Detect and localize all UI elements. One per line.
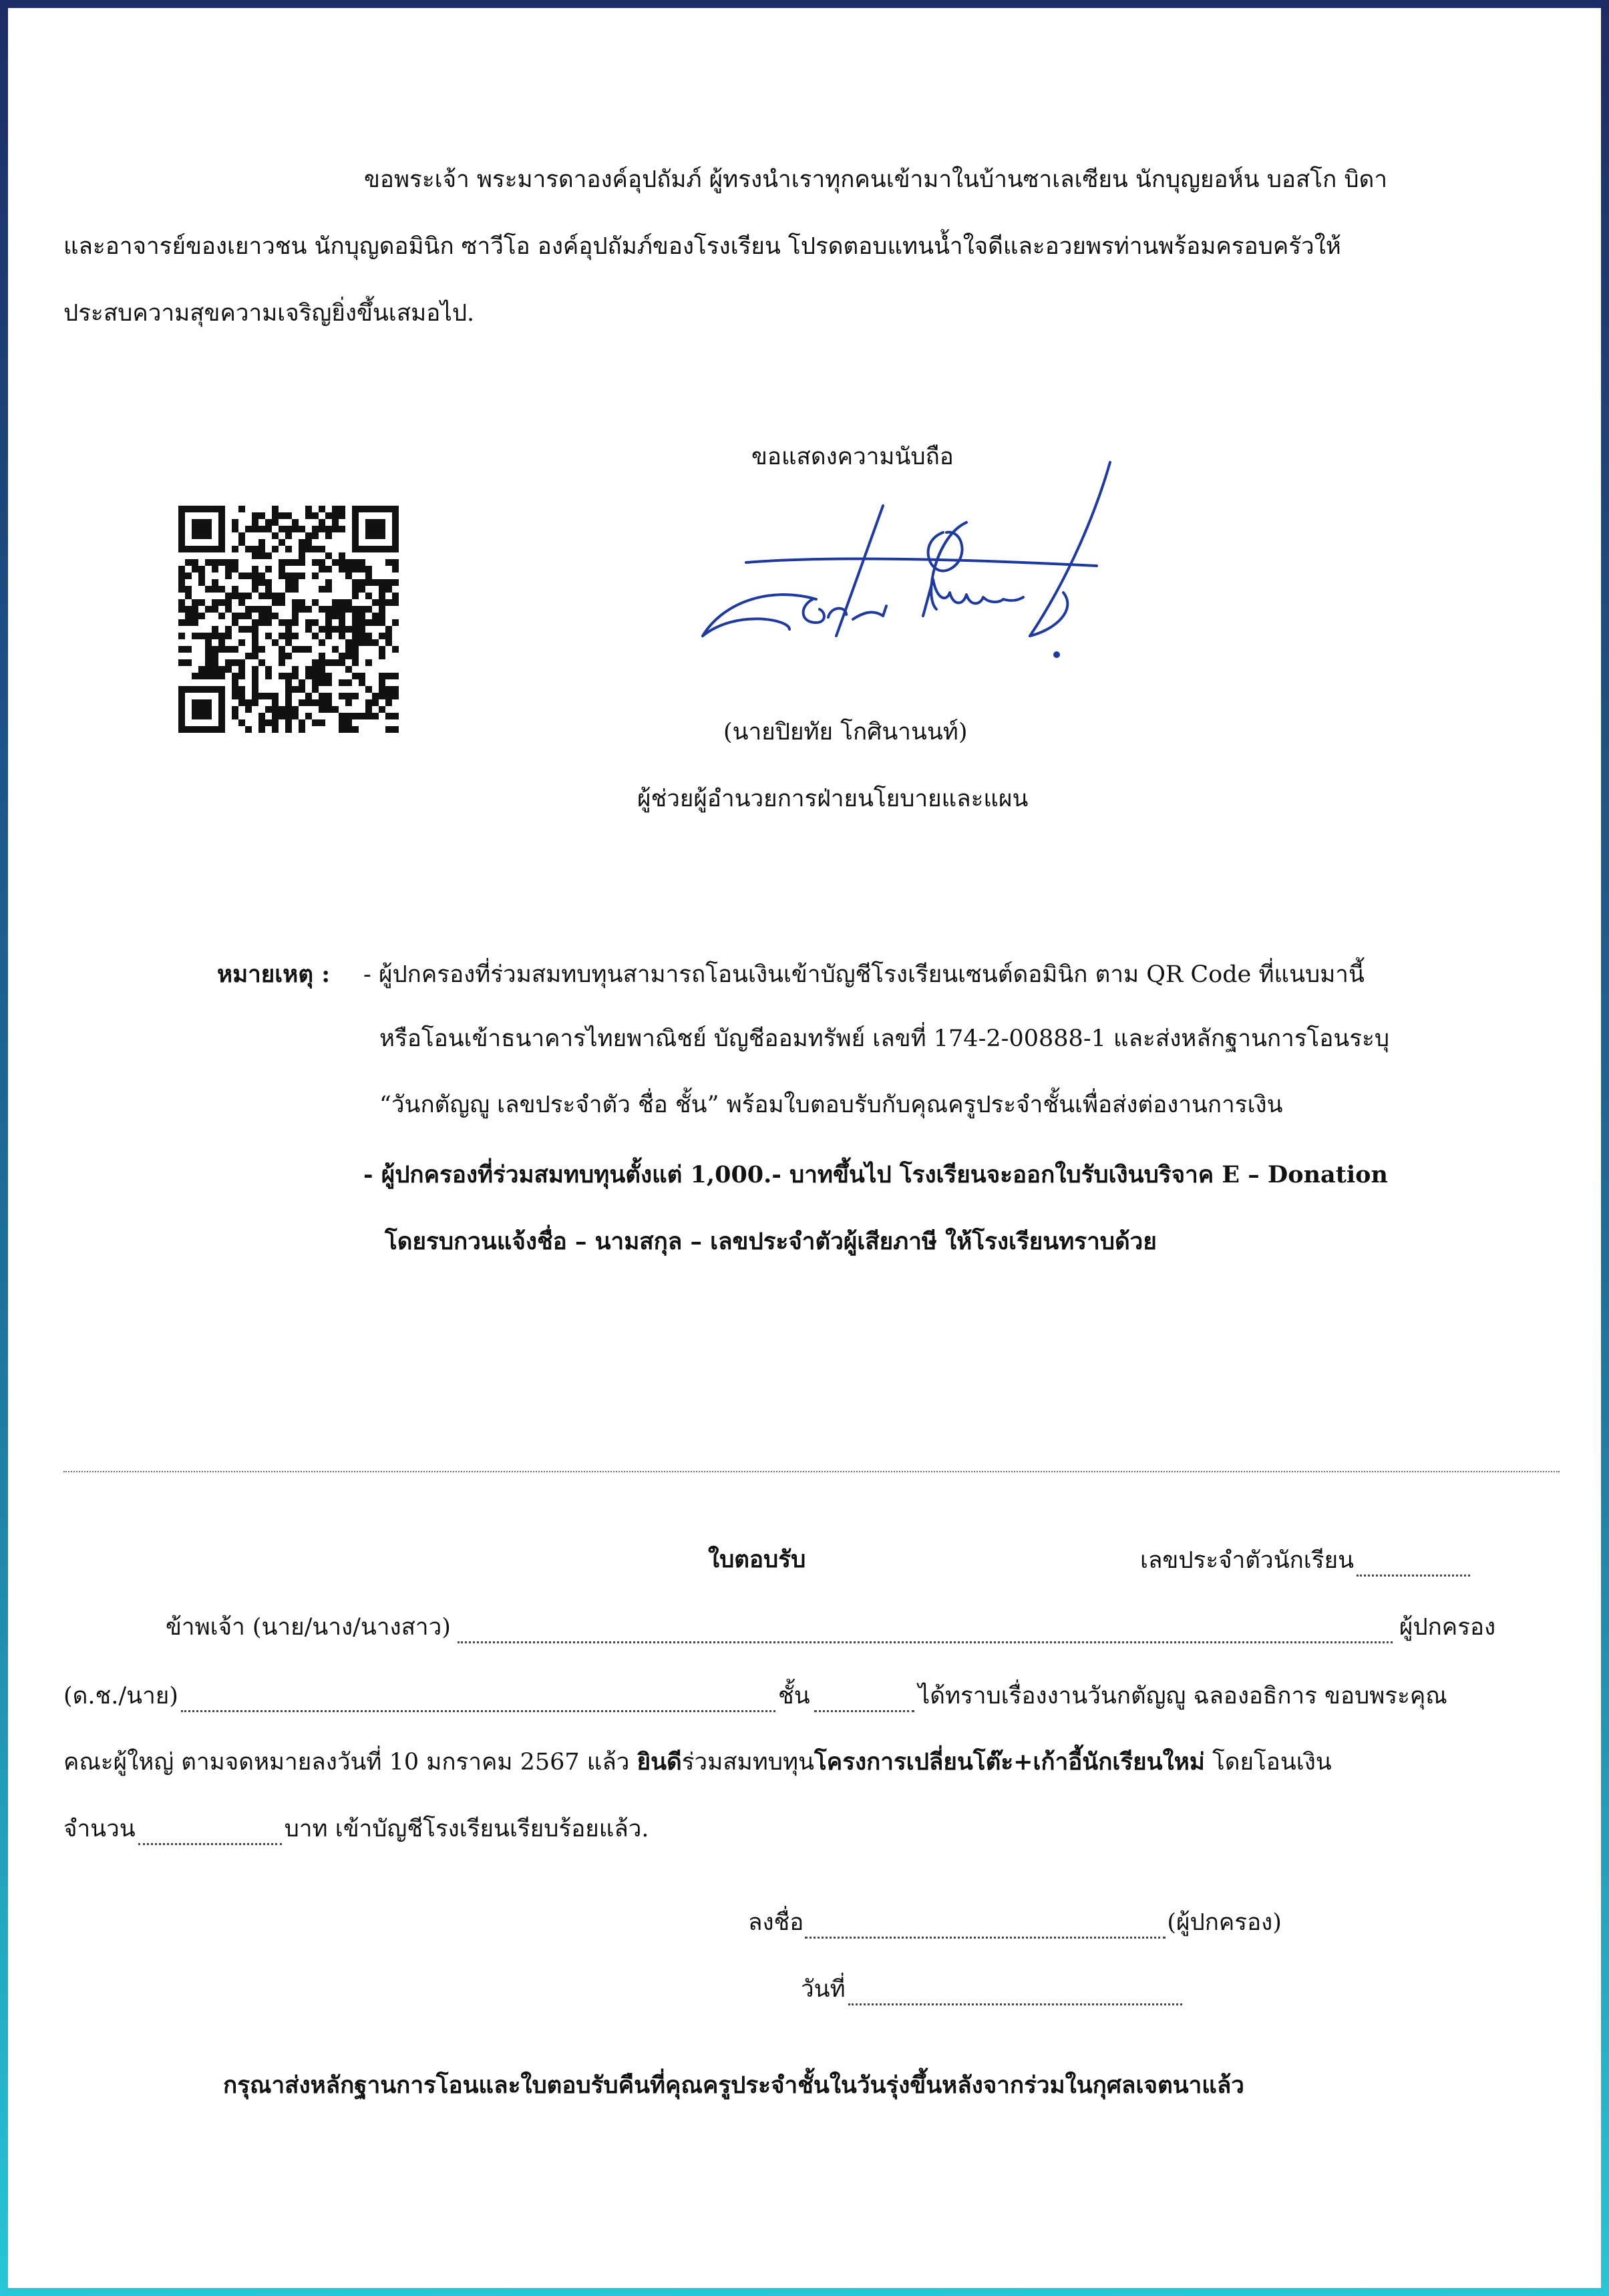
amount-label: จำนวน: [63, 1816, 136, 1842]
signature-mark: [683, 442, 1177, 676]
parent-name-field[interactable]: [458, 1619, 1393, 1643]
date-field[interactable]: [848, 1981, 1182, 2005]
return-instruction: กรุณาส่งหลักฐานการโอนและใบตอบรับคืนที่คุณครูประจำชั้นในวันรุ่งขึ้นหลังจากร่วมในกุศลเจตนาแล้ว: [223, 2072, 1244, 2099]
student-id-field[interactable]: [1357, 1552, 1470, 1577]
note-bullet-2-line-2: โดยรบกวนแจ้งชื่อ – นามสกุล – เลขประจำตัวผู้เสียภาษี ให้โรงเรียนทราบด้วย: [385, 1228, 1157, 1255]
parent-suffix-label: ผู้ปกครอง: [1399, 1614, 1496, 1641]
form-line-2: [63, 1680, 1447, 1712]
parent-title-label: ข้าพเจ้า (นาย/นาง/นางสาว): [166, 1614, 451, 1641]
reply-form-title: ใบตอบรับ: [708, 1546, 806, 1573]
date-row: [801, 1973, 1182, 2005]
cut-line: [63, 1471, 1560, 1472]
letter-date-text: คณะผู้ใหญ่ ตามจดหมายลงวันที่ 10 มกราคม 2567 แล้ว: [63, 1749, 637, 1776]
contribute-text: ร่วมสมทบทุน: [681, 1749, 814, 1776]
parent-signature-field[interactable]: [805, 1914, 1166, 1939]
letter-paragraph-line-2: และอาจารย์ของเยาวชน นักบุญดอมินิก ซาวีโอ องค์อุปถัมภ์ของโรงเรียน โปรดตอบแทนน้ำใจดีและอวยพรท่านพร้อมครอบครัวให้: [63, 233, 1341, 260]
closing-phrase: ขอแสดงความนับถือ: [751, 444, 954, 470]
amount-field[interactable]: [138, 1820, 282, 1845]
qr-code-icon: [178, 506, 399, 733]
form-line-3: [63, 1746, 1332, 1778]
date-label: วันที่: [801, 1976, 846, 2003]
sign-suffix: (ผู้ปกครอง): [1167, 1909, 1282, 1936]
note-bullet-1-line-1: - ผู้ปกครองที่ร่วมสมทบทุนสามารถโอนเงินเข้าบัญชีโรงเรียนเซนต์ดอมินิก ตาม QR Code ที่แนบมานี้: [363, 961, 1365, 988]
note-bullet-2-line-1: - ผู้ปกครองที่ร่วมสมทบทุนตั้งแต่ 1,000.- บาทขึ้นไป โรงเรียนจะออกใบรับเงินบริจาค E – Donation: [363, 1161, 1388, 1188]
signer-name: (นายปิยทัย โกศินานนท์): [723, 719, 968, 746]
student-id-row: [1140, 1544, 1470, 1577]
letter-paragraph-line-1: ขอพระเจ้า พระมารดาองค์อุปถัมภ์ ผู้ทรงนำเราทุกคนเข้ามาในบ้านซาเลเซียน นักบุญยอห์น บอสโก บิดา: [364, 166, 1388, 193]
amount-suffix: บาท เข้าบัญชีโรงเรียนเรียบร้อยแล้ว.: [284, 1816, 649, 1842]
student-title-label: (ด.ช./นาย): [63, 1683, 178, 1709]
sign-label: ลงชื่อ: [748, 1909, 804, 1936]
student-name-field[interactable]: [181, 1687, 775, 1712]
acknowledge-text: ได้ทราบเรื่องงานวันกตัญญู ฉลองอธิการ ขอบพระคุณ: [918, 1683, 1447, 1709]
student-id-label: เลขประจำตัวนักเรียน: [1140, 1547, 1355, 1574]
form-line-1: [166, 1611, 1495, 1643]
note-label: หมายเหตุ :: [217, 961, 331, 988]
note-bullet-1-line-2: หรือโอนเข้าธนาคารไทยพาณิชย์ บัญชีออมทรัพย์ เลขที่ 174-2-00888-1 และส่งหลักฐานการโอนระบุ: [379, 1025, 1390, 1052]
class-field[interactable]: [814, 1687, 914, 1712]
project-name: โครงการเปลี่ยนโต๊ะ+เก้าอี้นักเรียนใหม่: [814, 1748, 1205, 1776]
letter-page: [8, 8, 1601, 2288]
signer-title: ผู้ช่วยผู้อำนวยการฝ่ายนโยบายและแผน: [637, 786, 1029, 812]
willing-text: ยินดี: [637, 1748, 682, 1776]
form-line-4: [63, 1813, 649, 1845]
sign-row: [748, 1907, 1282, 1939]
transfer-text: โดยโอนเงิน: [1204, 1749, 1332, 1776]
note-bullet-1-line-3: “วันกตัญญู เลขประจำตัว ชื่อ ชั้น” พร้อมใบตอบรับกับคุณครูประจำชั้นเพื่อส่งต่องานการเงิน: [379, 1092, 1283, 1118]
letter-paragraph-line-3: ประสบความสุขความเจริญยิ่งขึ้นเสมอไป.: [63, 300, 475, 327]
class-label: ชั้น: [777, 1683, 810, 1709]
